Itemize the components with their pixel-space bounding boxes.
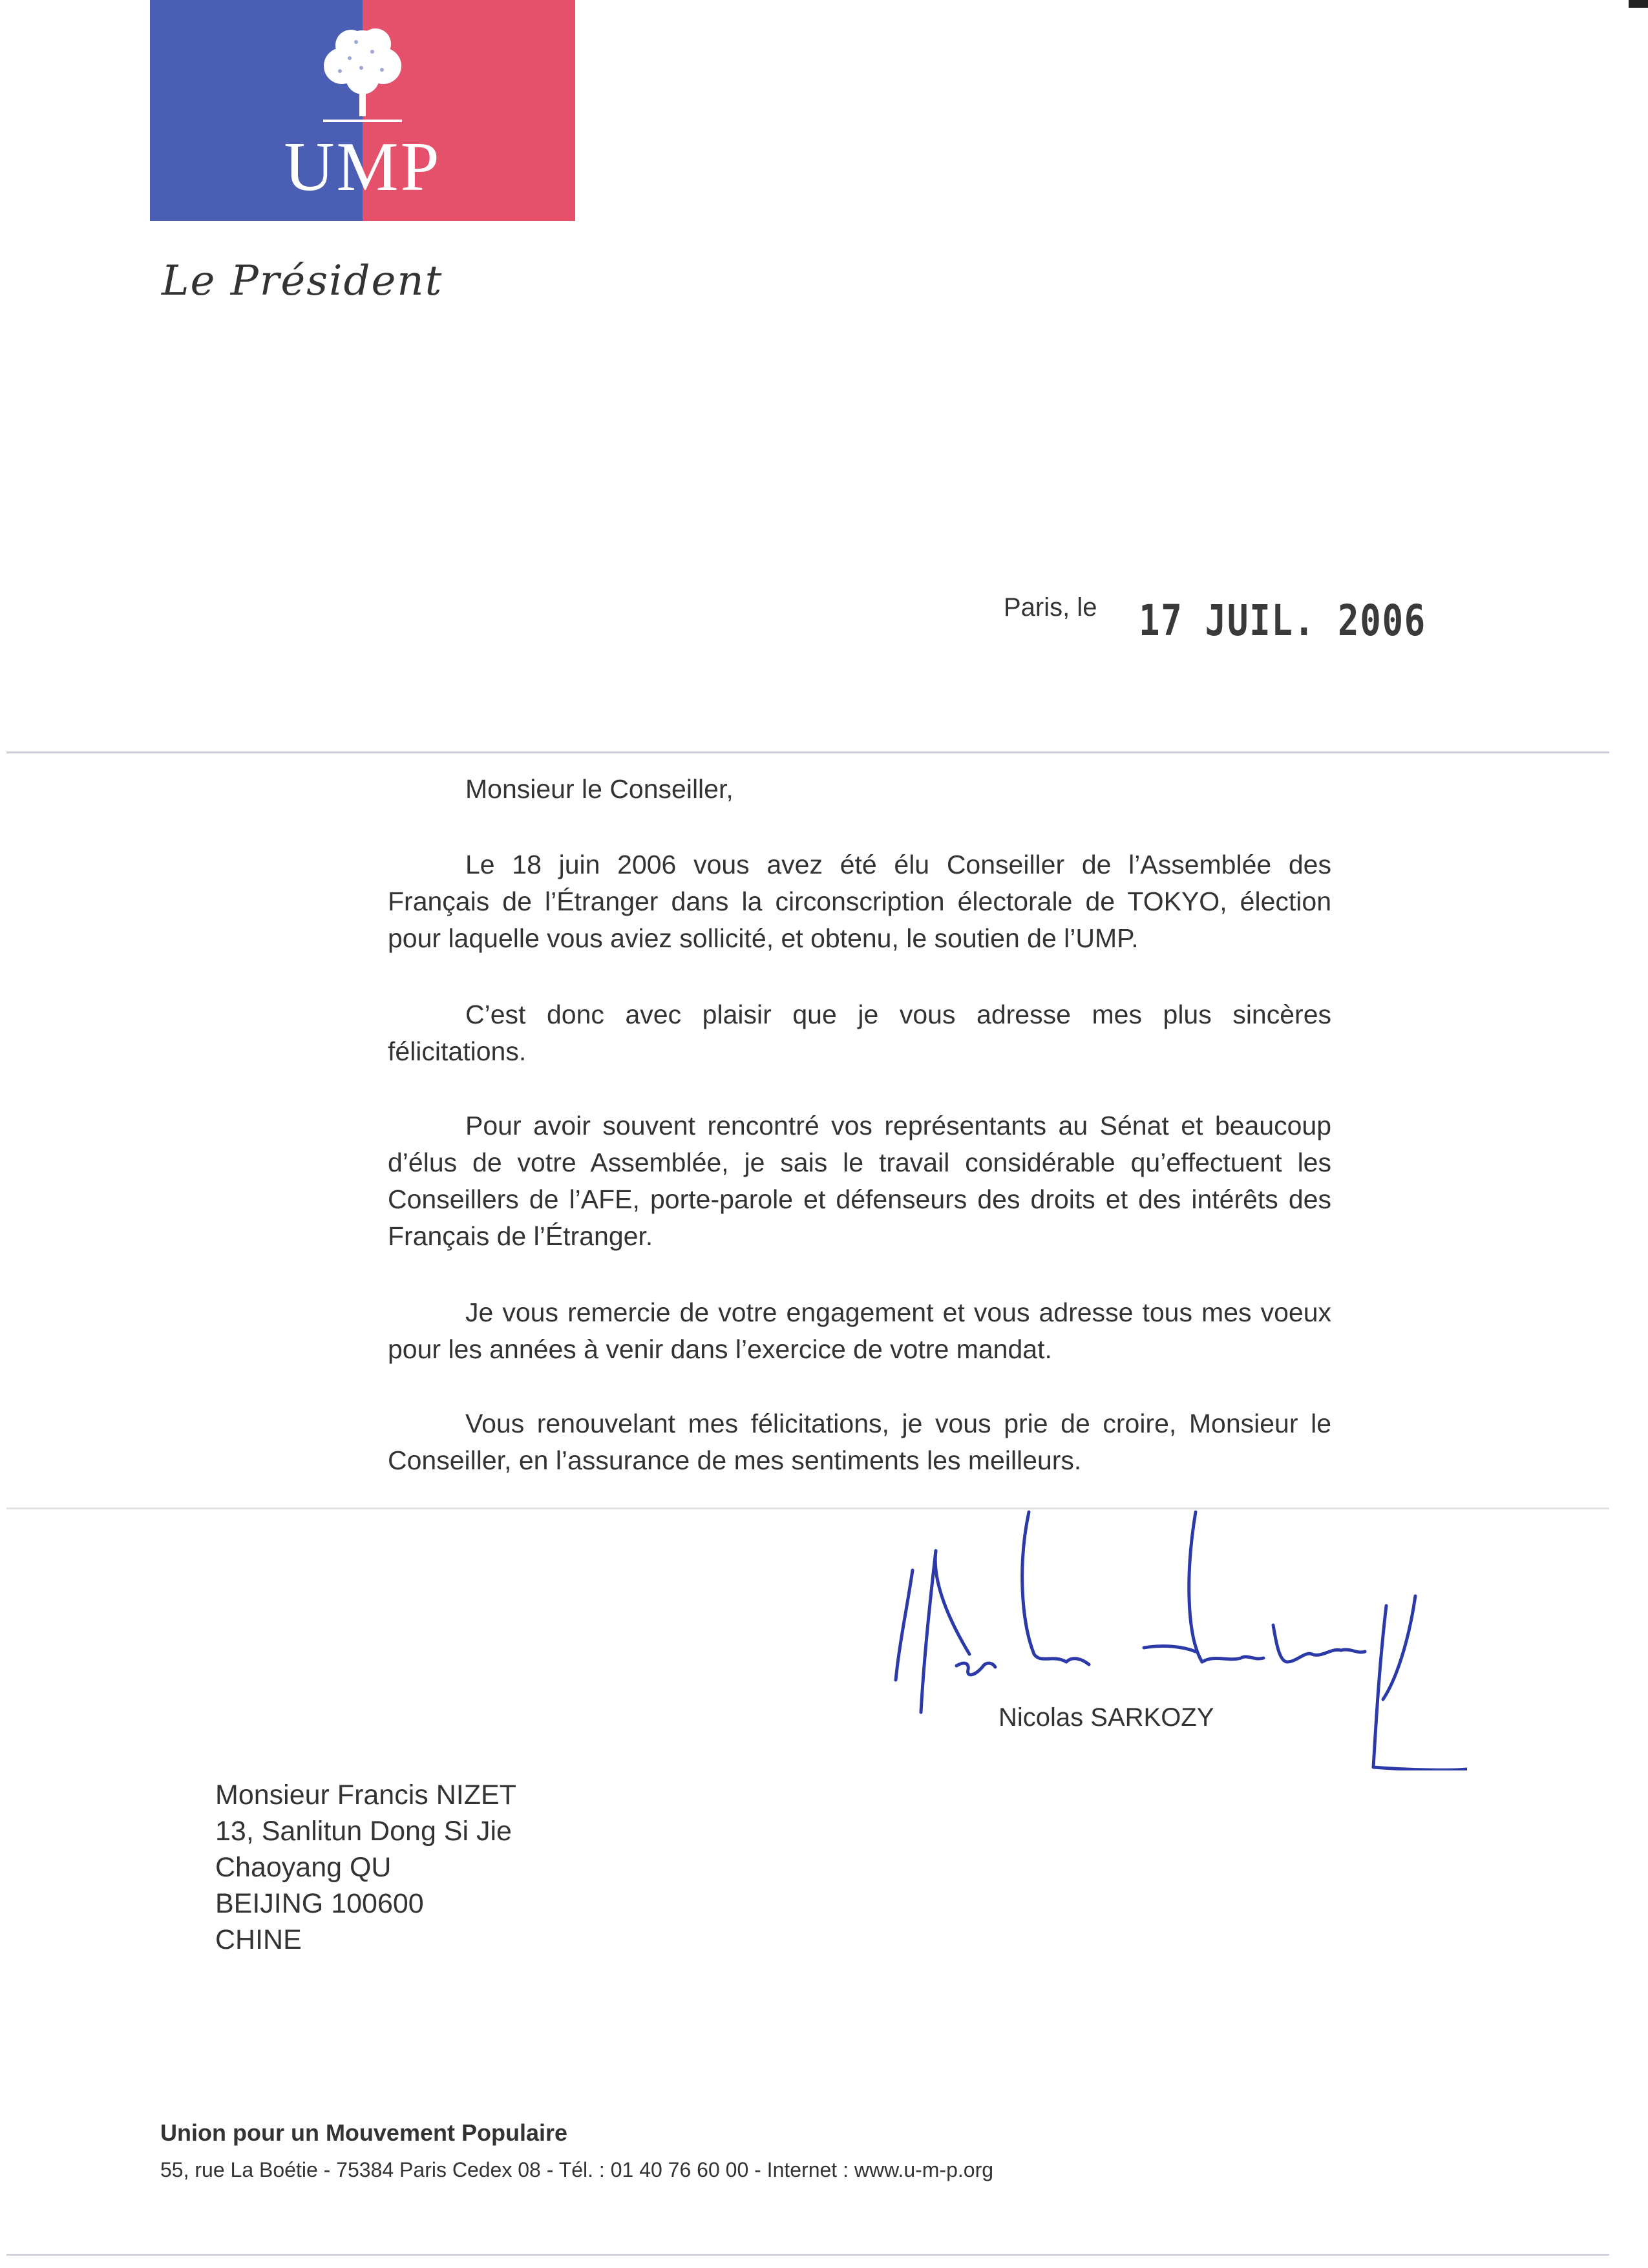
tree-icon: [311, 19, 414, 123]
address-line: CHINE: [215, 1924, 302, 1955]
fold-line: [6, 751, 1609, 753]
address-line: Chaoyang QU: [215, 1852, 392, 1883]
letter-paragraph: Le 18 juin 2006 vous avez été élu Conseiller de l’Assemblée des Français de l’Étranger dans la circonscription électorale de TOKYO, élection pour laquelle vous aviez sollicité, et obtenu, le soutien de l’UMP.: [388, 850, 1331, 953]
letter-paragraph: Vous renouvelant mes félicitations, je vous prie de croire, Monsieur le Conseiller, en l’assurance de mes sentiments les meilleurs.: [388, 1409, 1331, 1475]
page-edge-line: [6, 2254, 1609, 2256]
address-line: 13, Sanlitun Dong Si Jie: [215, 1816, 512, 1847]
letter-paragraph: Je vous remercie de votre engagement et vous adresse tous mes voeux pour les années à venir dans l’exercice de votre mandat.: [388, 1297, 1331, 1364]
footer-contact: 55, rue La Boétie - 75384 Paris Cedex 08 - Tél. : 01 40 76 60 00 - Internet : www.u-m-p.org: [160, 2158, 994, 2181]
address-line: Monsieur Francis NIZET: [215, 1780, 516, 1811]
recipient-address: [215, 1777, 516, 1958]
letter-paragraph: Pour avoir souvent rencontré vos représentants au Sénat et beaucoup d’élus de votre Assemblée, je sais le travail considérable qu’effectuent les Conseillers de l’AFE, porte-parole et défenseurs des droits et des intérêts des Français de l’Étranger.: [388, 1111, 1331, 1251]
salutation: Monsieur le Conseiller,: [465, 774, 734, 804]
logo-text: UMP: [284, 129, 441, 205]
letter-paragraph: C’est donc avec plaisir que je vous adresse mes plus sincères félicitations.: [388, 1000, 1331, 1066]
ump-logo: [150, 0, 575, 221]
logo-rule: [323, 120, 402, 122]
date-label: Paris, le: [1004, 593, 1097, 622]
letterhead-title: Le Président: [162, 257, 443, 305]
address-line: BEIJING 100600: [215, 1888, 424, 1919]
footer-organization: Union pour un Mouvement Populaire: [160, 2119, 567, 2146]
scan-edge-mark: [1629, 0, 1648, 8]
date-stamp: 17 JUIL. 2006: [1139, 596, 1426, 646]
signatory-name: Nicolas SARKOZY: [998, 1703, 1214, 1732]
